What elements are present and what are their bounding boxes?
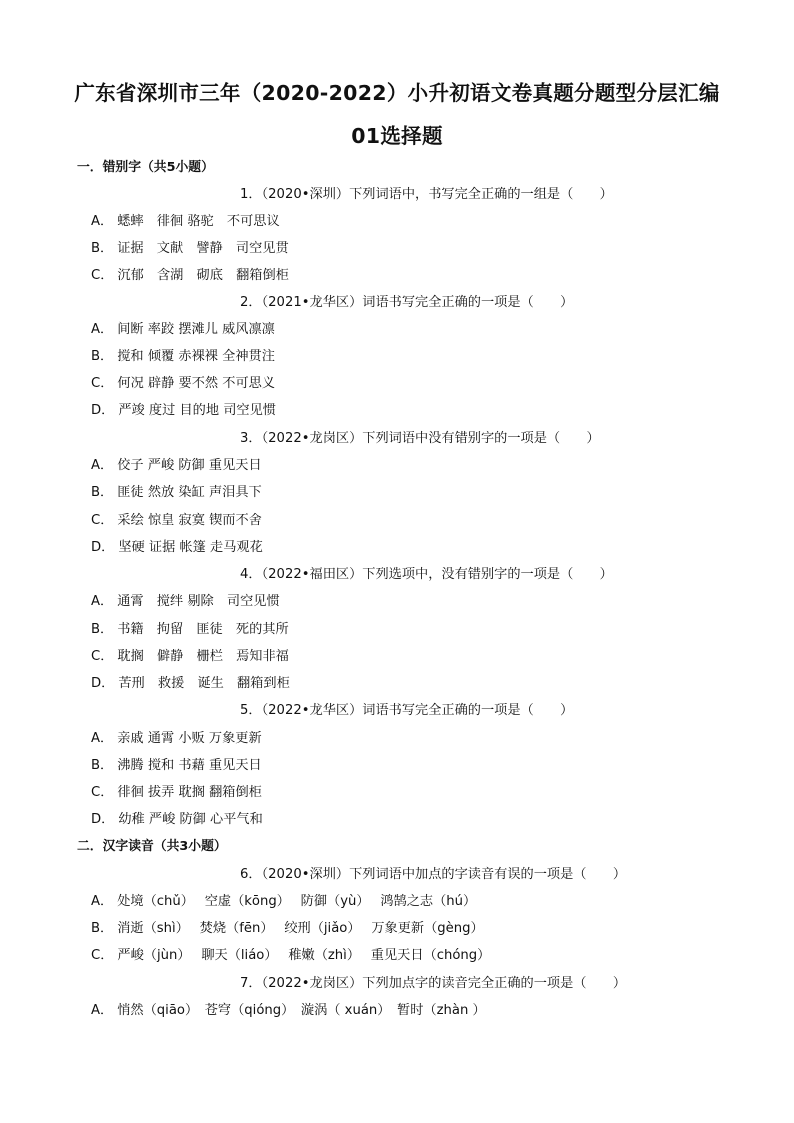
option-label: C． bbox=[91, 513, 114, 528]
option bbox=[91, 512, 262, 530]
option-text: 消逝（shì） 焚烧（fēn） 绞刑（jiǎo） 万象更新（gèng） bbox=[117, 921, 484, 936]
question-stem: 1．（2020•深圳）下列词语中，书写完全正确的一组是（ ） bbox=[240, 187, 613, 202]
option-text: 悄然（qiāo） 苍穹（qióng） 漩涡（ xuán） 暂时（zhàn ） bbox=[117, 1003, 486, 1018]
section-heading: 二．汉字读音（共3小题） bbox=[77, 839, 227, 854]
option bbox=[91, 457, 262, 475]
document-subtitle: 01选择题 bbox=[351, 124, 443, 148]
option bbox=[91, 675, 290, 693]
option-label: C． bbox=[91, 785, 114, 800]
option-label: D． bbox=[91, 540, 115, 555]
option-label: A． bbox=[91, 594, 114, 609]
option-label: A． bbox=[91, 894, 114, 909]
option bbox=[91, 213, 280, 231]
option-text: 何况 辟静 要不然 不可思义 bbox=[117, 376, 276, 391]
option-label: C． bbox=[91, 649, 114, 664]
option-text: 幼稚 严峻 防御 心平气和 bbox=[118, 812, 263, 827]
option bbox=[91, 348, 275, 366]
option-text: 证据 文献 譬静 司空见贯 bbox=[117, 241, 289, 256]
option-text: 处境（chǔ） 空虚（kōng） 防御（yù） 鸿鹄之志（hú） bbox=[117, 894, 477, 909]
option-label: B． bbox=[91, 921, 114, 936]
option bbox=[91, 621, 289, 639]
question-stem: 2．（2021•龙华区）词语书写完全正确的一项是（ ） bbox=[240, 295, 574, 310]
option bbox=[91, 648, 289, 666]
option-label: A． bbox=[91, 458, 114, 473]
option bbox=[91, 730, 262, 748]
option-text: 书籍 拘留 匪徒 死的其所 bbox=[117, 622, 289, 637]
option bbox=[91, 593, 280, 611]
option-text: 耽搁 僻静 栅栏 焉知非福 bbox=[117, 649, 289, 664]
option-text: 徘徊 拔弄 耽搁 翻箱倒柜 bbox=[117, 785, 262, 800]
option-text: 通霄 搅绊 剔除 司空见惯 bbox=[117, 594, 280, 609]
option-text: 亲戚 通霄 小贩 万象更新 bbox=[117, 731, 262, 746]
option bbox=[91, 402, 276, 420]
option-label: B． bbox=[91, 758, 114, 773]
question-stem: 3．（2022•龙岗区）下列词语中没有错别字的一项是（ ） bbox=[240, 431, 600, 446]
option bbox=[91, 893, 476, 911]
option bbox=[91, 920, 484, 938]
option-label: B． bbox=[91, 485, 114, 500]
option-text: 匪徒 然放 染缸 声泪具下 bbox=[117, 485, 262, 500]
option bbox=[91, 321, 275, 339]
option bbox=[91, 784, 262, 802]
option-text: 严竣 度过 目的地 司空见惯 bbox=[118, 403, 276, 418]
option-text: 沉郁 含湖 砌底 翻箱倒柜 bbox=[117, 268, 289, 283]
option-label: D． bbox=[91, 676, 115, 691]
option bbox=[91, 484, 262, 502]
option-label: B． bbox=[91, 622, 114, 637]
option bbox=[91, 757, 262, 775]
option bbox=[91, 267, 289, 285]
question-stem: 4．（2022•福田区）下列选项中，没有错别字的一项是（ ） bbox=[240, 567, 613, 582]
option bbox=[91, 811, 263, 829]
option-text: 间断 率跤 摆滩儿 威风凛凛 bbox=[117, 322, 275, 337]
option-label: A． bbox=[91, 1003, 114, 1018]
option-label: A． bbox=[91, 731, 114, 746]
option bbox=[91, 375, 275, 393]
option bbox=[91, 240, 289, 258]
document-title: 广东省深圳市三年（2020-2022）小升初语文卷真题分题型分层汇编 bbox=[74, 81, 720, 105]
option-text: 采绘 惊皇 寂寞 锲而不舍 bbox=[117, 513, 262, 528]
option bbox=[91, 1002, 486, 1020]
option-label: D． bbox=[91, 403, 115, 418]
option-label: A． bbox=[91, 322, 114, 337]
option-text: 搅和 倾覆 赤裸裸 全神贯注 bbox=[117, 349, 275, 364]
option bbox=[91, 947, 490, 965]
option-text: 苦刑 救援 诞生 翻箱到柜 bbox=[118, 676, 290, 691]
option bbox=[91, 539, 263, 557]
question-stem: 5．（2022•龙华区）词语书写完全正确的一项是（ ） bbox=[240, 703, 574, 718]
option-label: C． bbox=[91, 268, 114, 283]
option-label: C． bbox=[91, 948, 114, 963]
option-text: 坚硬 证据 帐篷 走马观花 bbox=[118, 540, 263, 555]
question-stem: 6．（2020•深圳）下列词语中加点的字读音有误的一项是（ ） bbox=[240, 867, 627, 882]
option-text: 严峻（jùn） 聊天（liáo） 稚嫩（zhì） 重见天日（chóng） bbox=[117, 948, 491, 963]
option-label: C． bbox=[91, 376, 114, 391]
option-label: B． bbox=[91, 241, 114, 256]
option-text: 沸腾 搅和 书藉 重见天日 bbox=[117, 758, 262, 773]
option-text: 佼子 严峻 防御 重见天日 bbox=[117, 458, 262, 473]
question-stem: 7．（2022•龙岗区）下列加点字的读音完全正确的一项是（ ） bbox=[240, 976, 627, 991]
option-text: 蟋蟀 徘徊 骆驼 不可思议 bbox=[117, 214, 280, 229]
option-label: B． bbox=[91, 349, 114, 364]
section-heading: 一．错别字（共5小题） bbox=[77, 160, 214, 175]
option-label: D． bbox=[91, 812, 115, 827]
option-label: A． bbox=[91, 214, 114, 229]
